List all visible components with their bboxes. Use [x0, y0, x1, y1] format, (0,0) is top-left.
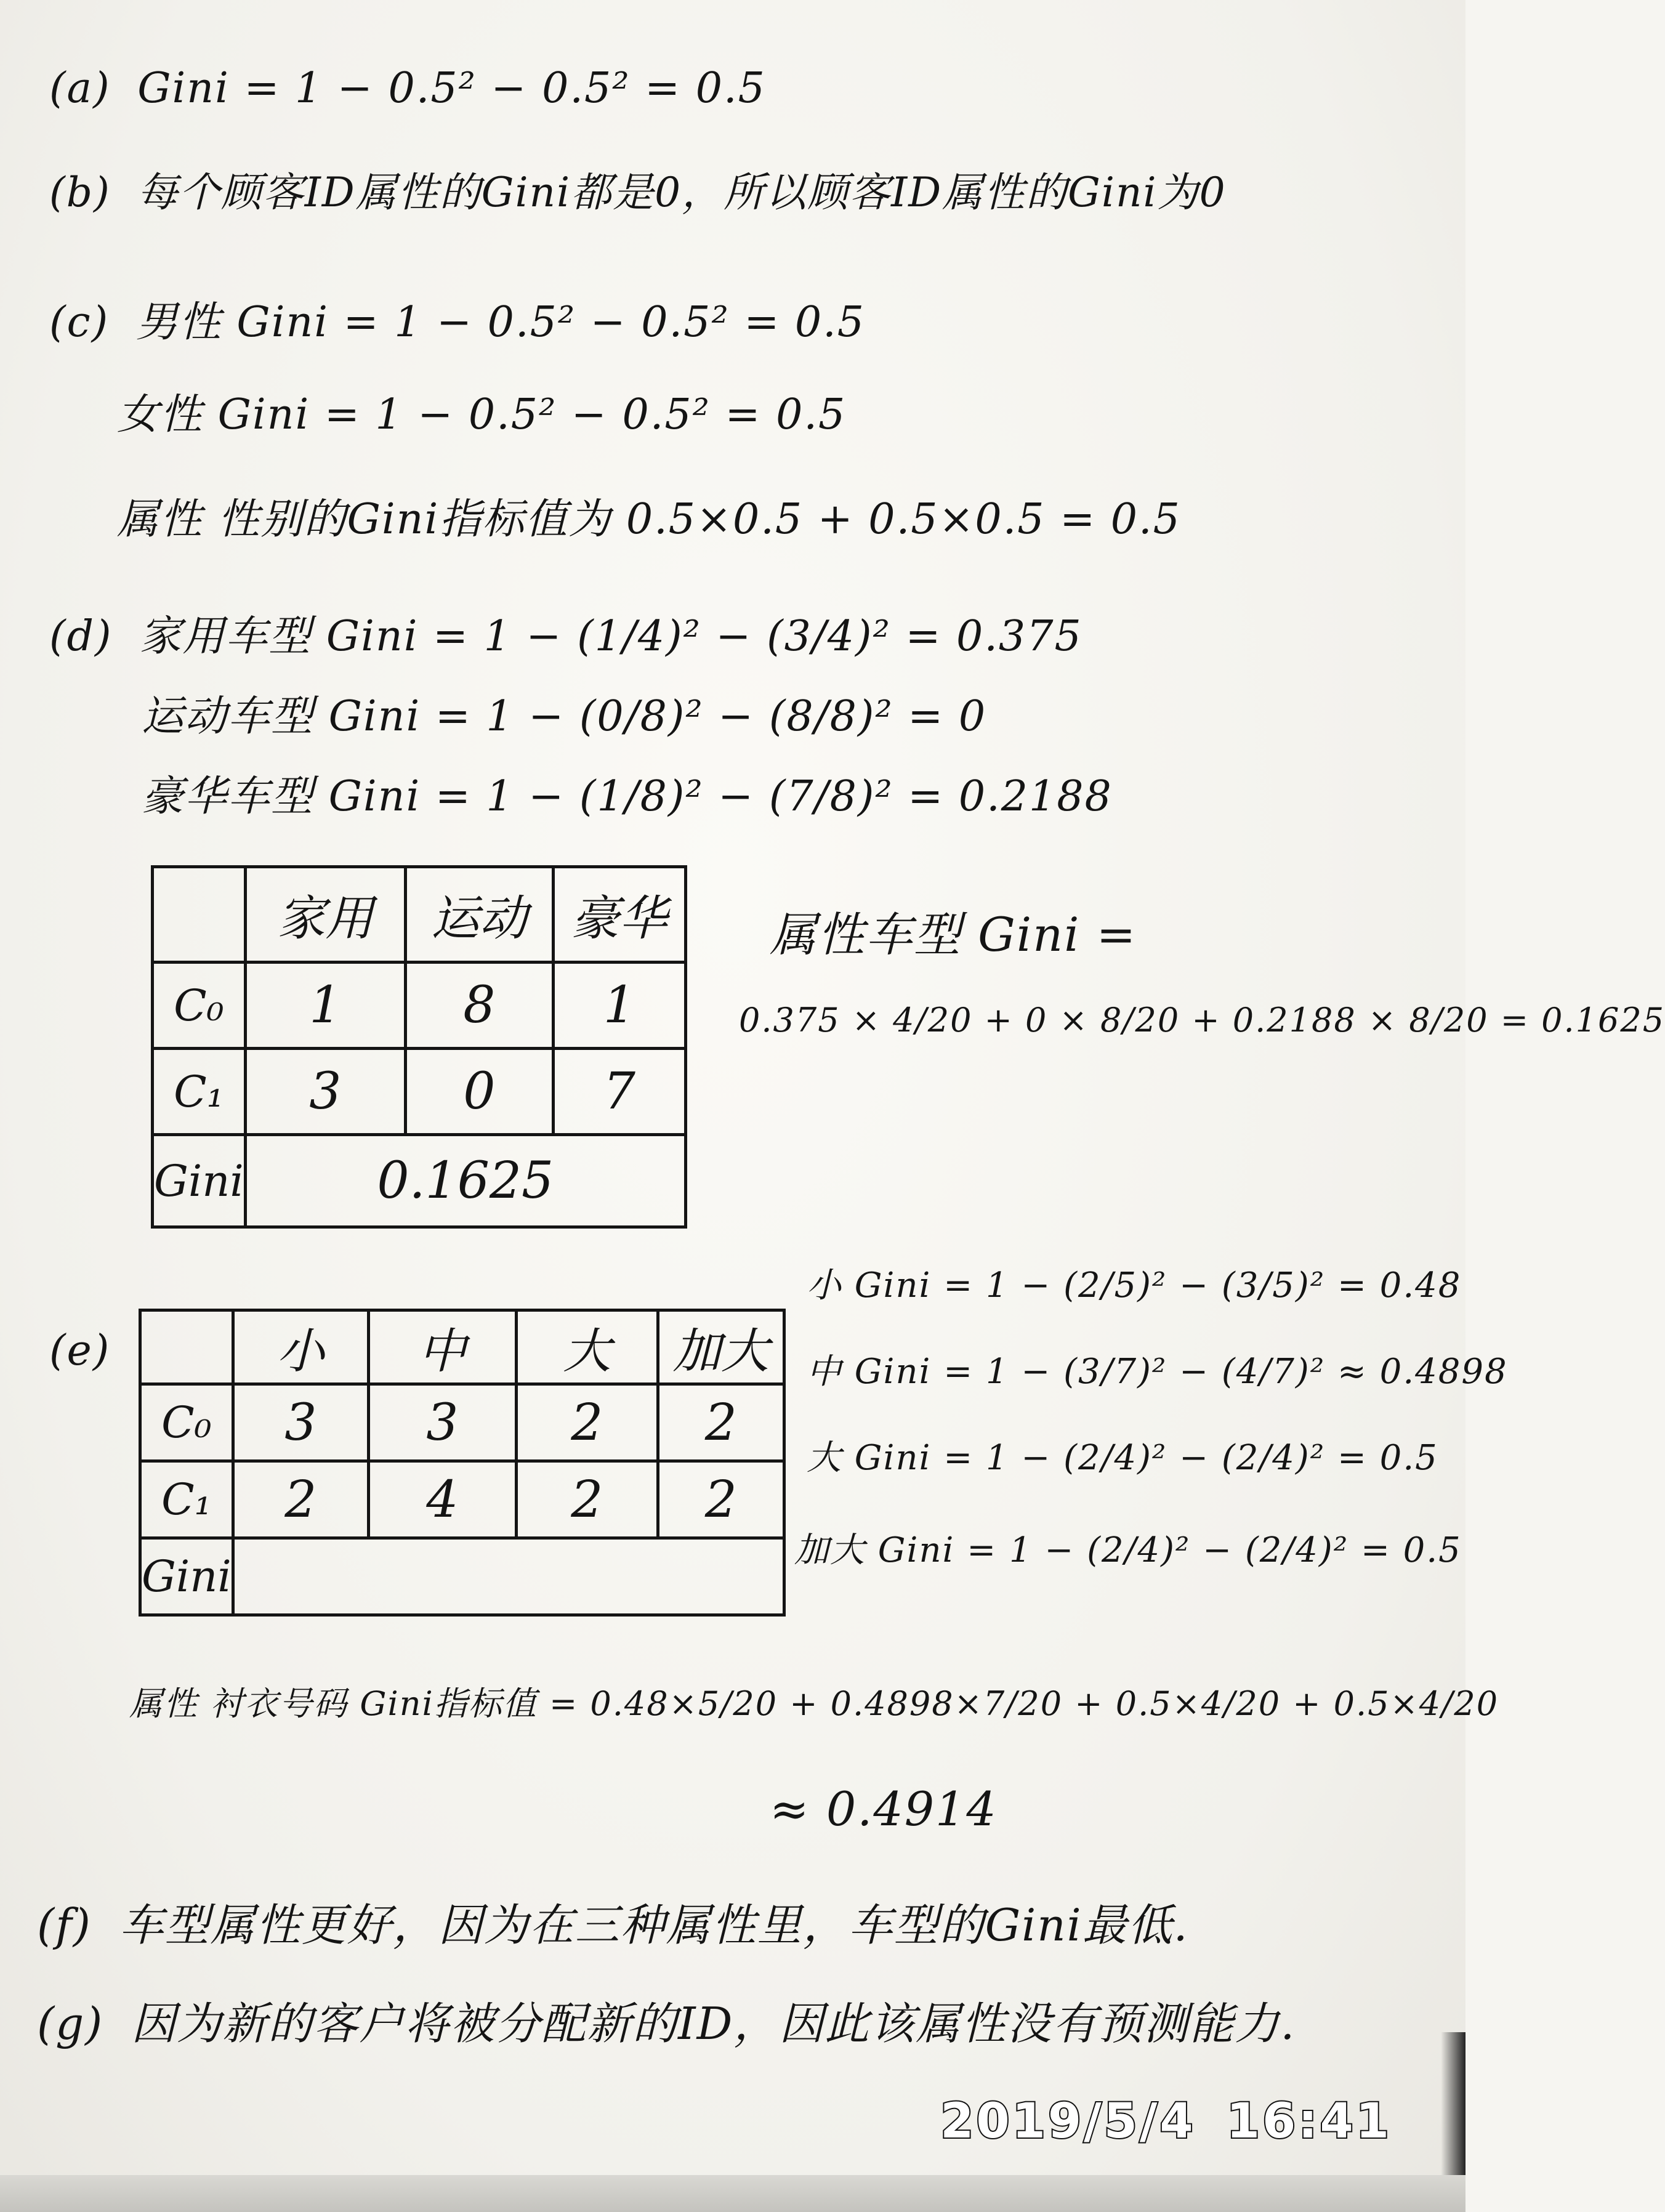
answer-e-attr-text: 属性 衬衣号码 Gini指标值 = 0.48×5/20 + 0.4898×7/20 + 0.5×4/20 + 0.5×4/20: [129, 1684, 1499, 1723]
table-row: [153, 1135, 686, 1227]
answer-d-attr-label-text: 属性车型 Gini =: [770, 907, 1137, 962]
answer-d-family: [49, 612, 1082, 661]
table-car-type: [151, 865, 687, 1229]
table-e-gini-value: [233, 1538, 784, 1615]
answer-e-xlarge-text: 加大 Gini = 1 − (2/4)² − (2/4)² = 0.5: [794, 1530, 1462, 1570]
answer-d-luxury: [142, 772, 1113, 821]
table-e-header-medium: 中: [368, 1310, 516, 1384]
table-e-header-small: 小: [233, 1310, 368, 1384]
table-d-row-c1-head: C₁: [153, 1049, 246, 1135]
photo-timestamp: [940, 2094, 1392, 2149]
table-shirt-size: [139, 1309, 786, 1617]
answer-a-text: Gini = 1 − 0.5² − 0.5² = 0.5: [137, 64, 766, 113]
table-row: [153, 1049, 686, 1135]
answer-c-gender-gini: [117, 495, 1181, 544]
answer-e-result-text: ≈ 0.4914: [770, 1782, 998, 1836]
answer-d-label: (d): [49, 612, 113, 661]
desk-strip: [0, 2175, 1465, 2212]
table-d-row-c0-head: C₀: [153, 963, 246, 1049]
answer-d-luxury-text: 豪华车型 Gini = 1 − (1/8)² − (7/8)² = 0.2188: [142, 772, 1113, 821]
timestamp-date: 2019/5/4: [940, 2094, 1196, 2149]
answer-f: [37, 1899, 1189, 1951]
table-e-cell: 4: [368, 1461, 516, 1538]
table-d-header-sports: 运动: [405, 867, 553, 963]
table-d-cell: 1: [245, 963, 405, 1049]
table-e-cell: 2: [658, 1461, 784, 1538]
answer-a: [49, 64, 766, 113]
table-e-gini-head: Gini: [140, 1538, 233, 1615]
answer-e-small: [807, 1265, 1462, 1306]
table-row: [140, 1384, 784, 1461]
table-d-gini-head: Gini: [153, 1135, 246, 1227]
answer-c-label: (c): [49, 298, 110, 347]
answer-d-attr-label: [770, 907, 1137, 962]
answer-c-gender-text: 属性 性别的Gini指标值为 0.5×0.5 + 0.5×0.5 = 0.5: [117, 495, 1181, 544]
table-e-cell: 2: [658, 1384, 784, 1461]
timestamp-time: 16:41: [1226, 2094, 1392, 2149]
answer-f-text: 车型属性更好，因为在三种属性里，车型的Gini最低.: [119, 1899, 1189, 1951]
table-d-corner: [153, 867, 246, 963]
answer-e-large-text: 大 Gini = 1 − (2/4)² − (2/4)² = 0.5: [807, 1438, 1438, 1478]
answer-d-sports: [142, 692, 987, 741]
table-d-cell: 0: [405, 1049, 553, 1135]
table-row: [140, 1461, 784, 1538]
answer-e-result: [770, 1782, 998, 1836]
answer-e-xlarge: [794, 1530, 1462, 1570]
answer-g-label: (g): [37, 1998, 104, 2049]
answer-e-label: [49, 1326, 123, 1375]
answer-e-attr: [129, 1684, 1499, 1723]
answer-b: [49, 169, 1227, 216]
table-d-cell: 3: [245, 1049, 405, 1135]
table-d-header-family: 家用: [245, 867, 405, 963]
answer-b-text: 每个顾客ID属性的Gini都是0，所以顾客ID属性的Gini为0: [137, 169, 1227, 216]
table-e-cell: 3: [233, 1384, 368, 1461]
answer-c-female: [117, 390, 847, 439]
table-e-cell: 2: [516, 1461, 658, 1538]
table-e-row-c0-head: C₀: [140, 1384, 233, 1461]
table-e-header-large: 大: [516, 1310, 658, 1384]
answer-f-label: (f): [37, 1899, 92, 1951]
table-d-gini-value: 0.1625: [245, 1135, 685, 1227]
table-d-cell: 1: [553, 963, 685, 1049]
answer-g-text: 因为新的客户将被分配新的ID，因此该属性没有预测能力.: [131, 1998, 1296, 2049]
answer-c-male-text: 男性 Gini = 1 − 0.5² − 0.5² = 0.5: [135, 298, 866, 347]
table-e-corner: [140, 1310, 233, 1384]
answer-e-large: [807, 1438, 1438, 1478]
answer-e-small-text: 小 Gini = 1 − (2/5)² − (3/5)² = 0.48: [807, 1265, 1462, 1306]
table-d-cell: 7: [553, 1049, 685, 1135]
answer-d-family-text: 家用车型 Gini = 1 − (1/4)² − (3/4)² = 0.375: [139, 612, 1082, 661]
table-e-header-xlarge: 加大: [658, 1310, 784, 1384]
table-e-cell: 2: [233, 1461, 368, 1538]
answer-a-label: (a): [49, 64, 111, 113]
answer-e-label-text: (e): [49, 1326, 111, 1375]
answer-e-medium-text: 中 Gini = 1 − (3/7)² − (4/7)² ≈ 0.4898: [807, 1352, 1508, 1392]
table-d-cell: 8: [405, 963, 553, 1049]
table-row: [140, 1538, 784, 1615]
table-row: [153, 963, 686, 1049]
table-e-cell: 2: [516, 1384, 658, 1461]
answer-e-medium: [807, 1352, 1508, 1392]
answer-d-attr-calc: [739, 1001, 1665, 1039]
table-d-header-luxury: 豪华: [553, 867, 685, 963]
answer-c-male: [49, 298, 866, 347]
answer-d-attr-calc-text: 0.375 × 4/20 + 0 × 8/20 + 0.2188 × 8/20 = 0.1625: [739, 1001, 1665, 1039]
answer-g: [37, 1998, 1296, 2049]
answer-c-female-text: 女性 Gini = 1 − 0.5² − 0.5² = 0.5: [117, 390, 847, 439]
table-e-row-c1-head: C₁: [140, 1461, 233, 1538]
answer-b-label: (b): [49, 169, 111, 216]
table-e-cell: 3: [368, 1384, 516, 1461]
answer-d-sports-text: 运动车型 Gini = 1 − (0/8)² − (8/8)² = 0: [142, 692, 987, 741]
